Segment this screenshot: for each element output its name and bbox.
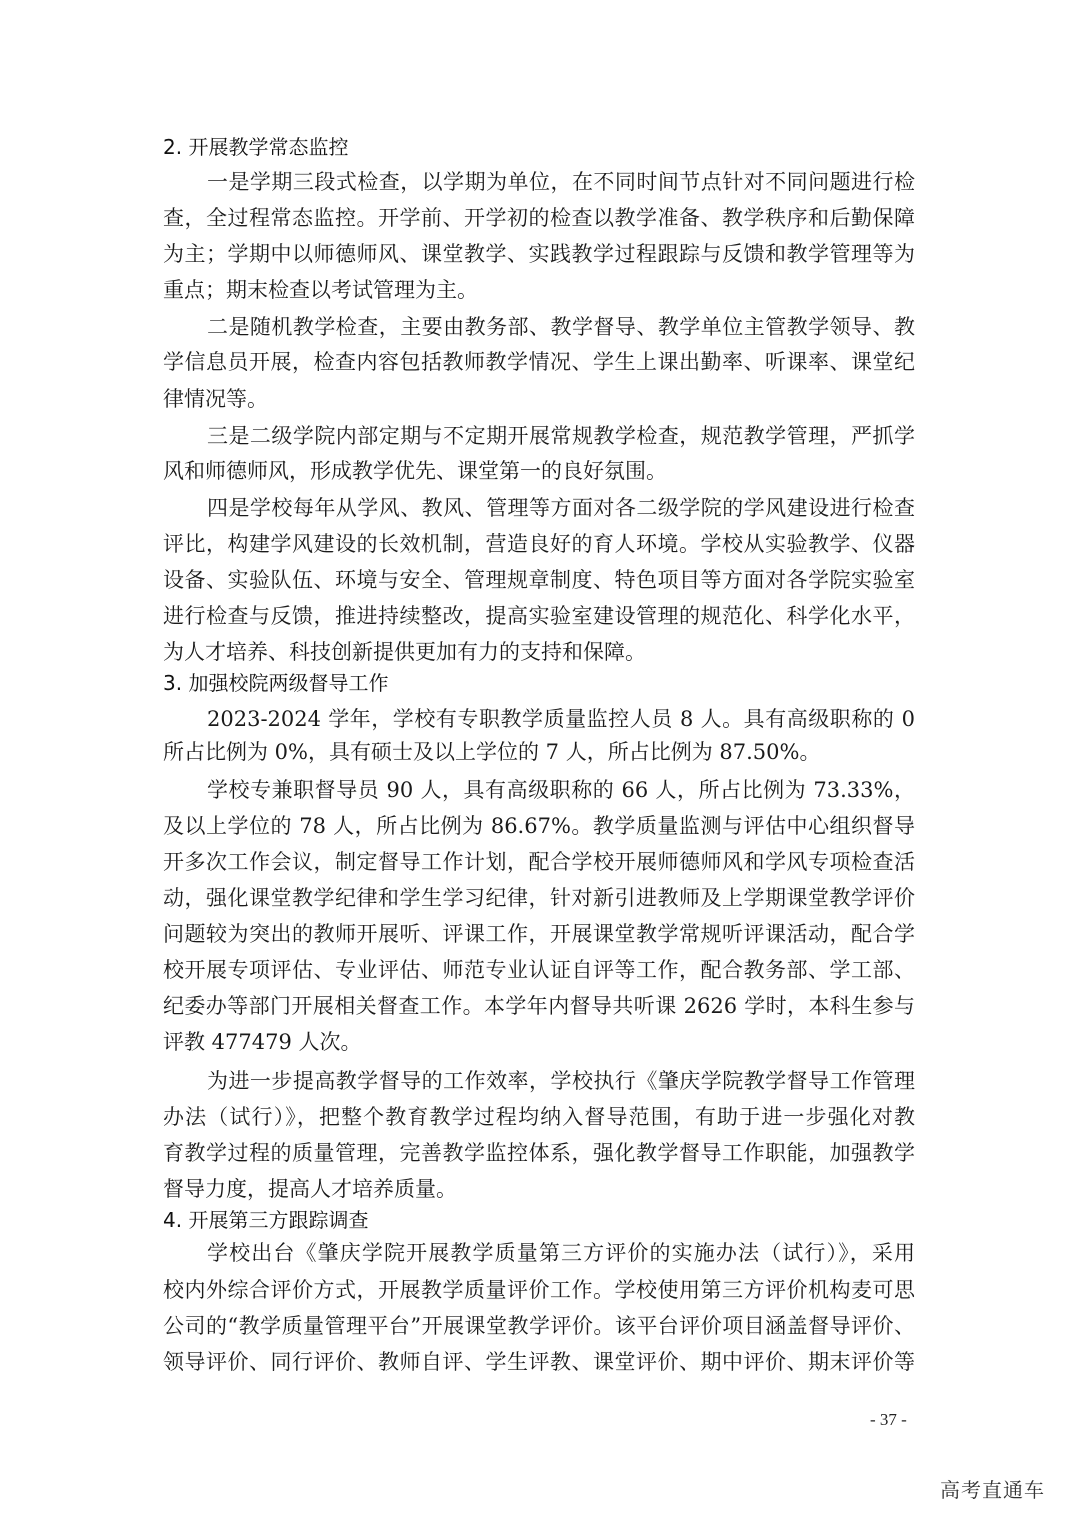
paragraph-line: 三是二级学院内部定期与不定期开展常规教学检查，规范教学管理，严抓学 <box>207 424 915 448</box>
section-heading: 2. 开展教学常态监控 <box>163 135 349 159</box>
watermark: 高考直通车 <box>940 1478 1045 1502</box>
section-heading: 3. 加强校院两级督导工作 <box>163 671 389 695</box>
paragraph-line: 学校出台《肇庆学院开展教学质量第三方评价的实施办法（试行）》，采用 <box>207 1241 915 1265</box>
paragraph-line: 设备、实验队伍、环境与安全、管理规章制度、特色项目等方面对各学院实验室 <box>163 568 915 592</box>
paragraph-line: 评教 477479 人次。 <box>163 1030 362 1054</box>
section-heading: 4. 开展第三方跟踪调查 <box>163 1208 369 1232</box>
paragraph-line: 督导力度，提高人才培养质量。 <box>163 1177 457 1201</box>
paragraph-line: 纪委办等部门开展相关督查工作。本学年内督导共听课 2626 学时，本科生参与 <box>163 994 915 1018</box>
paragraph-line: 及以上学位的 78 人，所占比例为 86.67%。教学质量监测与评估中心组织督导 <box>163 814 915 838</box>
paragraph-line: 律情况等。 <box>163 387 268 411</box>
paragraph-line: 2023-2024 学年，学校有专职教学质量监控人员 8 人。具有高级职称的 0 <box>207 707 915 731</box>
paragraph-line: 学校专兼职督导员 90 人，具有高级职称的 66 人，所占比例为 73.33%， <box>207 778 915 802</box>
paragraph-line: 为人才培养、科技创新提供更加有力的支持和保障。 <box>163 640 646 664</box>
paragraph-line: 为主；学期中以师德师风、课堂教学、实践教学过程跟踪与反馈和教学管理等为 <box>163 242 915 266</box>
paragraph-line: 办法（试行）》，把整个教育教学过程均纳入督导范围，有助于进一步强化对教 <box>163 1105 915 1129</box>
paragraph-line: 学信息员开展，检查内容包括教师教学情况、学生上课出勤率、听课率、课堂纪 <box>163 350 915 374</box>
paragraph-line: 育教学过程的质量管理，完善教学监控体系，强化教学督导工作职能，加强教学 <box>163 1141 915 1165</box>
paragraph-line: 进行检查与反馈，推进持续整改，提高实验室建设管理的规范化、科学化水平， <box>163 604 915 628</box>
paragraph-line: 查，全过程常态监控。开学前、开学初的检查以教学准备、教学秩序和后勤保障 <box>163 206 915 230</box>
paragraph-line: 风和师德师风，形成教学优先、课堂第一的良好氛围。 <box>163 459 667 483</box>
paragraph-line: 开多次工作会议，制定督导工作计划，配合学校开展师德师风和学风专项检查活 <box>163 850 915 874</box>
paragraph-line: 领导评价、同行评价、教师自评、学生评教、课堂评价、期中评价、期末评价等 <box>163 1350 915 1374</box>
paragraph-line: 一是学期三段式检查，以学期为单位，在不同时间节点针对不同问题进行检 <box>207 170 915 194</box>
paragraph-line: 四是学校每年从学风、教风、管理等方面对各二级学院的学风建设进行检查 <box>207 496 915 520</box>
paragraph-line: 所占比例为 0%，具有硕士及以上学位的 7 人，所占比例为 87.50%。 <box>163 740 821 764</box>
paragraph-line: 为进一步提高教学督导的工作效率，学校执行《肇庆学院教学督导工作管理 <box>207 1069 915 1093</box>
paragraph-line: 二是随机教学检查，主要由教务部、教学督导、教学单位主管教学领导、教 <box>207 315 915 339</box>
paragraph-line: 校内外综合评价方式，开展教学质量评价工作。学校使用第三方评价机构麦可思 <box>163 1278 915 1302</box>
paragraph-line: 校开展专项评估、专业评估、师范专业认证自评等工作，配合教务部、学工部、 <box>163 958 915 982</box>
paragraph-line: 评比，构建学风建设的长效机制，营造良好的育人环境。学校从实验教学、仪器 <box>163 532 915 556</box>
paragraph-line: 问题较为突出的教师开展听、评课工作，开展课堂教学常规听评课活动，配合学 <box>163 922 915 946</box>
page-number: - 37 - <box>870 1410 907 1429</box>
paragraph-line: 公司的“教学质量管理平台”开展课堂教学评价。该平台评价项目涵盖督导评价、 <box>163 1314 915 1338</box>
paragraph-line: 重点；期末检查以考试管理为主。 <box>163 278 478 302</box>
paragraph-line: 动，强化课堂教学纪律和学生学习纪律，针对新引进教师及上学期课堂教学评价 <box>163 886 915 910</box>
